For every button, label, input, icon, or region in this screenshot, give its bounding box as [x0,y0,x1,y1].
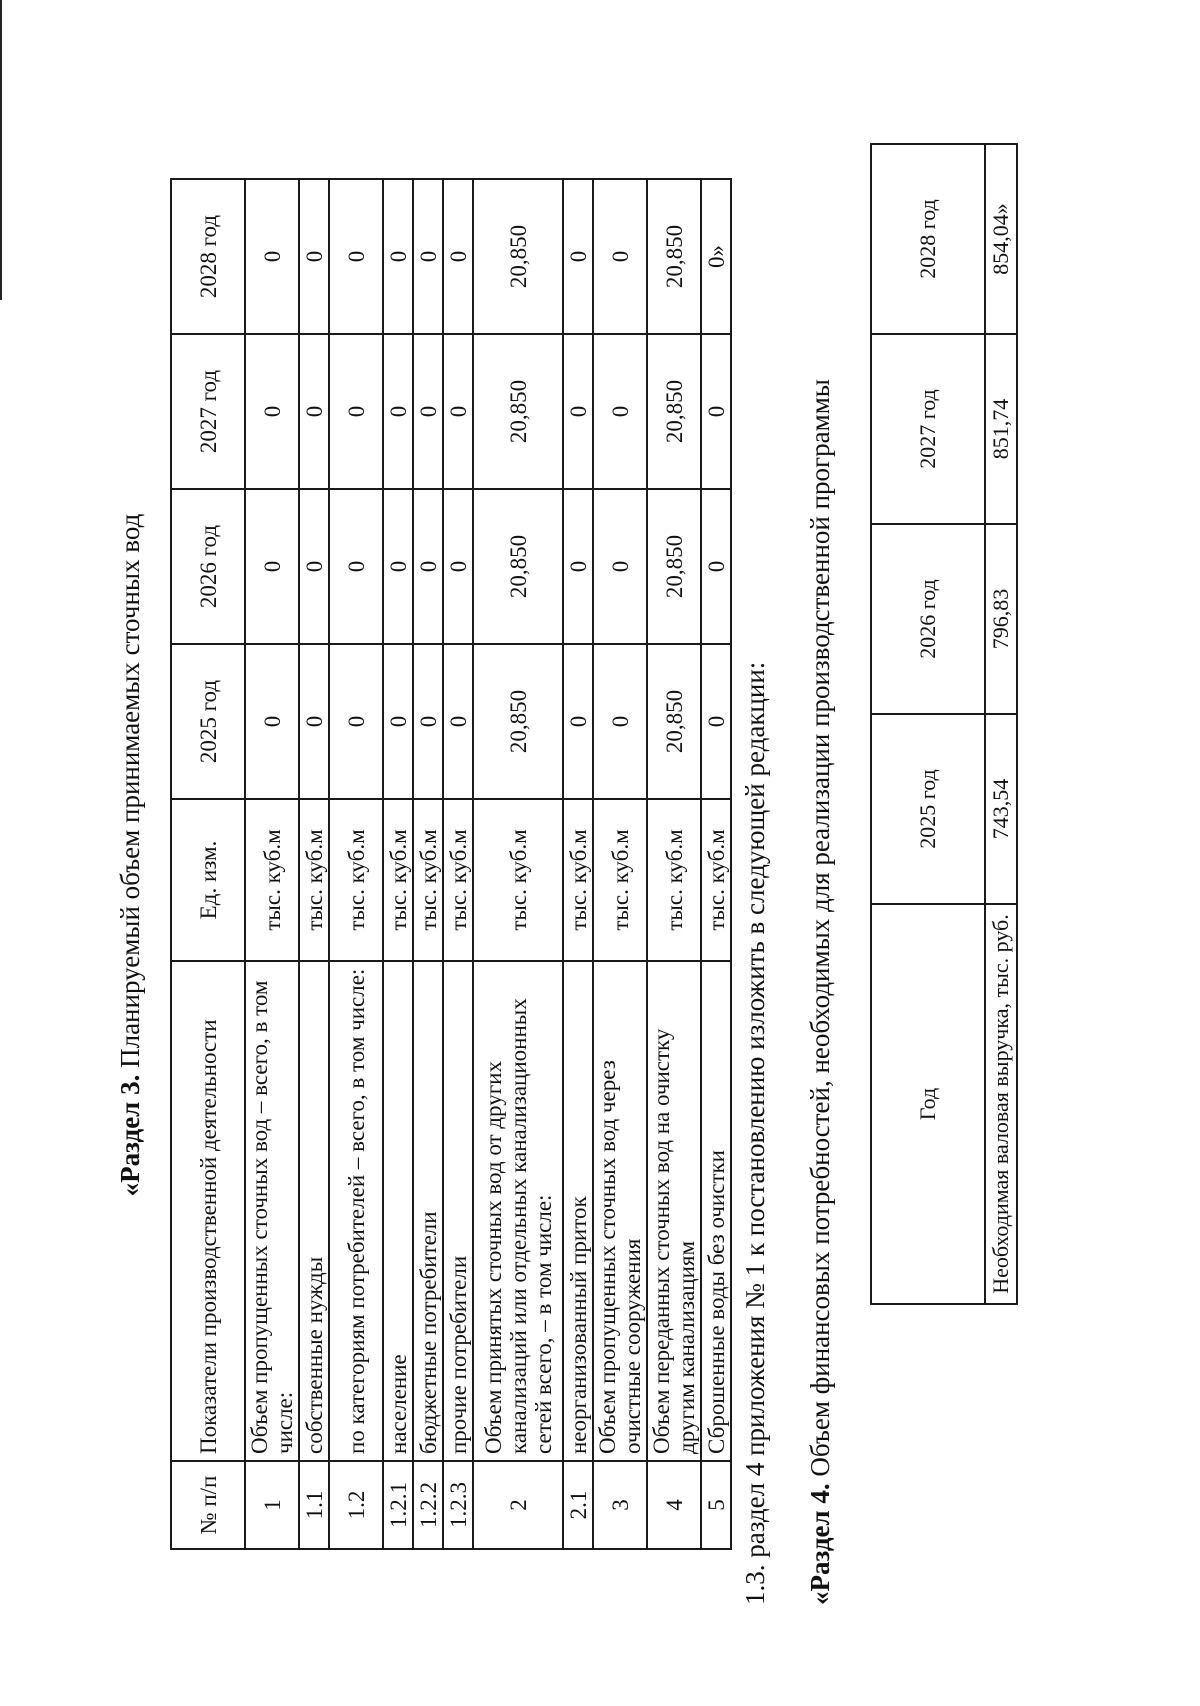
paragraph-1-3: 1.3. раздел 4 приложения № 1 к постановлению изложить в следующей редакции: [740,661,770,1605]
header-2026: 2026 год [171,489,245,644]
value-2027: 0 [443,334,473,489]
value-2026: 796,83 [985,524,1017,714]
table-row [647,179,701,1549]
value-2025: 0 [701,644,731,799]
value-2028: 854,04» [985,144,1017,334]
value-2028: 20,850 [473,179,563,334]
value-2026: 0 [383,489,413,644]
value-2027: 0 [563,334,593,489]
row-unit: тыс. куб.м [299,799,329,961]
row-number: 1.2.3 [443,1461,473,1549]
value-2025: 20,850 [647,644,701,799]
row-unit: тыс. куб.м [473,799,563,961]
table-row [593,179,647,1549]
row-unit: тыс. куб.м [443,799,473,961]
row-unit: тыс. куб.м [701,799,731,961]
row-number: 2.1 [563,1461,593,1549]
wastewater-volume-table [170,178,732,1550]
row-indicator: Объем пропущенных сточных вод – всего, в том числе: [245,961,299,1461]
section-3-title-bold: «Раздел 3. [115,1074,145,1197]
row-label: Необходимая валовая выручка, тыс. руб. [985,904,1017,1304]
row-indicator: по категориям потребителей – всего, в том числе: [329,961,383,1461]
row-unit: тыс. куб.м [329,799,383,961]
value-2027: 0 [701,334,731,489]
table-row [329,179,383,1549]
table-row [245,179,299,1549]
value-2027: 0 [383,334,413,489]
row-unit: тыс. куб.м [647,799,701,961]
header-2028: 2028 год [871,144,985,334]
row-indicator: Объем пропущенных сточных вод через очистные сооружения [593,961,647,1461]
row-number: 1.2.1 [383,1461,413,1549]
value-2028: 0 [299,179,329,334]
table-row [701,179,731,1549]
header-unit: Ед. изм. [171,799,245,961]
header-2025: 2025 год [871,714,985,904]
value-2026: 0 [593,489,647,644]
value-2027: 0 [593,334,647,489]
row-number: 1.2.2 [413,1461,443,1549]
table-row [985,144,1017,1304]
table-row [563,179,593,1549]
row-unit: тыс. куб.м [383,799,413,961]
value-2028: 0 [443,179,473,334]
value-2025: 743,54 [985,714,1017,904]
value-2027: 851,74 [985,334,1017,524]
row-number: 2 [473,1461,563,1549]
value-2028: 0 [329,179,383,334]
value-2027: 0 [245,334,299,489]
document-page [115,105,1175,1605]
table-header-row [171,179,245,1549]
value-2025: 0 [593,644,647,799]
value-2026: 0 [245,489,299,644]
value-2026: 0 [443,489,473,644]
row-number: 4 [647,1461,701,1549]
header-2027: 2027 год [871,334,985,524]
value-2025: 0 [383,644,413,799]
table-row [413,179,443,1549]
value-2026: 20,850 [647,489,701,644]
value-2027: 20,850 [647,334,701,489]
header-2028: 2028 год [171,179,245,334]
value-2028: 0 [413,179,443,334]
header-2027: 2027 год [171,334,245,489]
row-unit: тыс. куб.м [593,799,647,961]
value-2027: 0 [299,334,329,489]
row-indicator: прочие потребители [443,961,473,1461]
table-row [443,179,473,1549]
value-2026: 0 [563,489,593,644]
value-2027: 0 [329,334,383,489]
row-indicator: неорганизованный приток [563,961,593,1461]
row-number: 1 [245,1461,299,1549]
table-row [299,179,329,1549]
row-indicator: бюджетные потребители [413,961,443,1461]
financial-needs-table [870,143,1018,1305]
row-unit: тыс. куб.м [245,799,299,961]
value-2025: 0 [299,644,329,799]
header-year: Год [871,904,985,1304]
value-2028: 0 [383,179,413,334]
value-2025: 0 [443,644,473,799]
row-number: 3 [593,1461,647,1549]
row-unit: тыс. куб.м [413,799,443,961]
header-number: № п/п [171,1461,245,1549]
row-number: 1.2 [329,1461,383,1549]
section-4-title [805,379,835,1605]
header-2026: 2026 год [871,524,985,714]
value-2028: 20,850 [647,179,701,334]
section-4-title-text: Объем финансовых потребностей, необходимых для реализации производственной программы [805,379,835,1484]
row-indicator: собственные нужды [299,961,329,1461]
value-2025: 0 [245,644,299,799]
value-2026: 0 [329,489,383,644]
value-2025: 20,850 [473,644,563,799]
table-row [473,179,563,1549]
section-4-title-bold: «Раздел 4. [805,1483,835,1605]
row-indicator: Объем принятых сточных вод от других канализаций или отдельных канализационных сетей всего, – в том числе: [473,961,563,1461]
header-2025: 2025 год [171,644,245,799]
value-2026: 0 [701,489,731,644]
value-2025: 0 [329,644,383,799]
row-number: 5 [701,1461,731,1549]
value-2025: 0 [413,644,443,799]
row-indicator: Сброшенные воды без очистки [701,961,731,1461]
left-margin-rule [0,0,2,300]
row-indicator: Объем переданных сточных вод на очистку другим канализациям [647,961,701,1461]
table-row [383,179,413,1549]
section-3-title [115,105,145,1605]
section-3-title-text: Планируемый объем принимаемых сточных вод [115,513,145,1075]
value-2028: 0 [563,179,593,334]
row-indicator: население [383,961,413,1461]
table-header-row [871,144,985,1304]
row-unit: тыс. куб.м [563,799,593,961]
header-indicator: Показатели производственной деятельности [171,961,245,1461]
value-2027: 20,850 [473,334,563,489]
value-2028: 0» [701,179,731,334]
value-2027: 0 [413,334,443,489]
value-2026: 0 [413,489,443,644]
value-2025: 0 [563,644,593,799]
value-2028: 0 [245,179,299,334]
value-2026: 0 [299,489,329,644]
row-number: 1.1 [299,1461,329,1549]
value-2028: 0 [593,179,647,334]
value-2026: 20,850 [473,489,563,644]
